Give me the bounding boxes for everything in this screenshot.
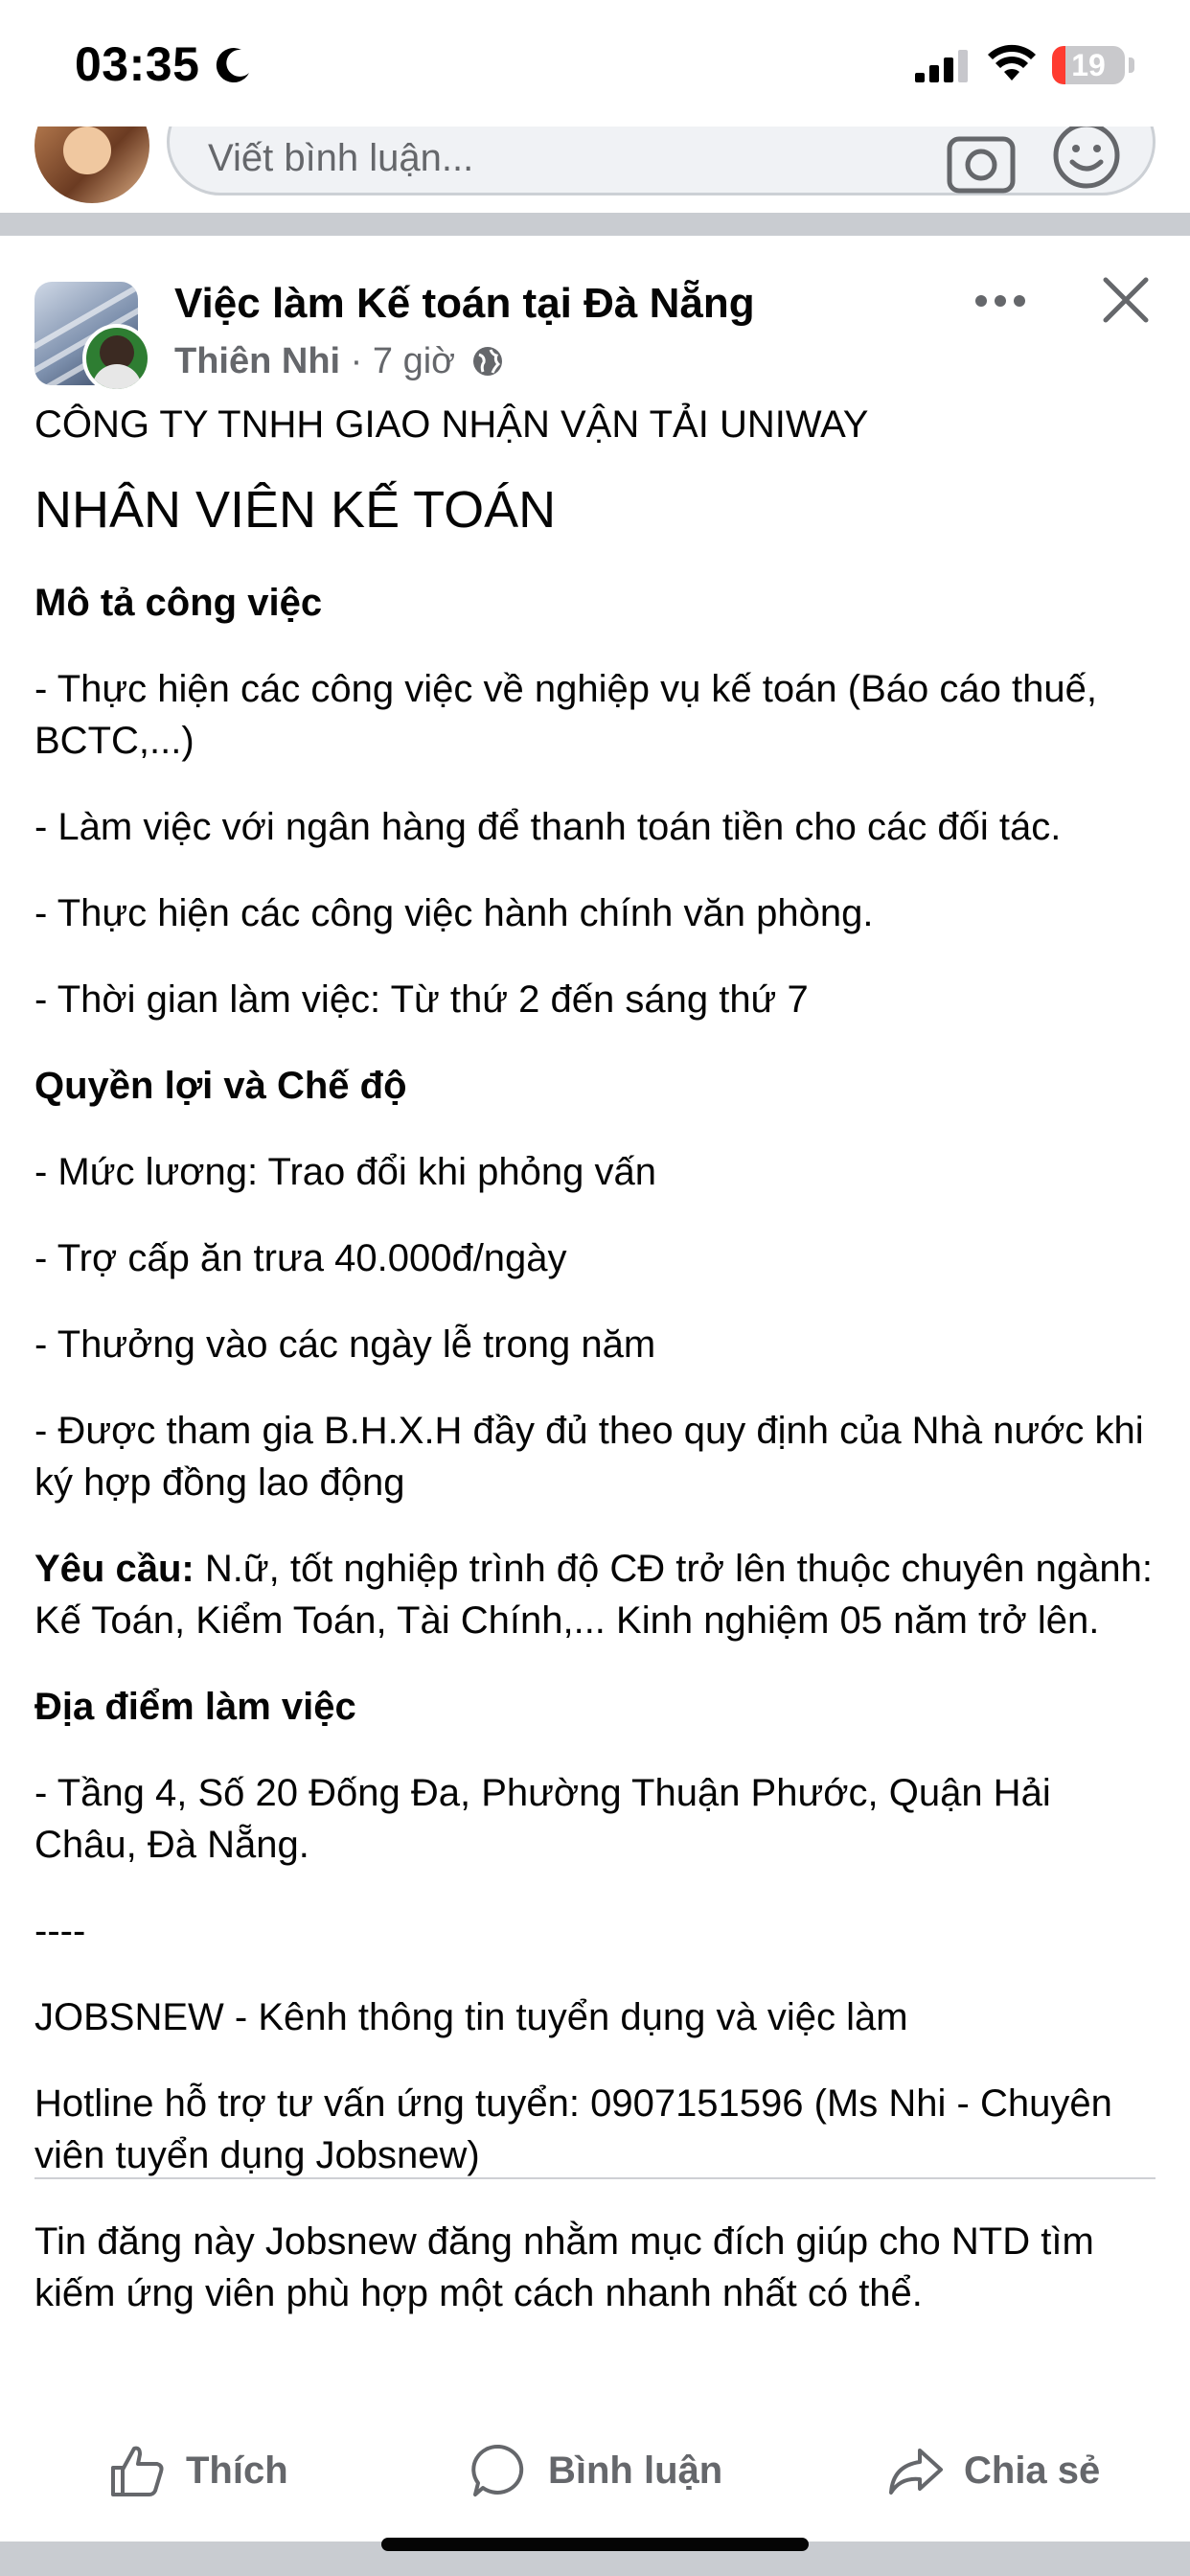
description-item: - Làm việc với ngân hàng để thanh toán tiền cho các đối tác. xyxy=(34,806,1062,848)
post-actions-bar xyxy=(0,2417,1190,2524)
comment-composer xyxy=(0,126,1190,213)
cellular-signal-icon xyxy=(915,50,969,82)
description-item: - Thời gian làm việc: Từ thứ 2 đến sáng thứ 7 xyxy=(34,978,809,1021)
description-item: - Thực hiện các công việc về nghiệp vụ kế toán (Báo cáo thuế, BCTC,...) xyxy=(34,668,1097,762)
section-heading-benefits: Quyền lợi và Chế độ xyxy=(34,1065,407,1107)
share-label: Chia sẻ xyxy=(964,2449,1101,2492)
post-body xyxy=(34,399,1161,2354)
like-button[interactable] xyxy=(107,2417,288,2524)
comment-bubble-icon xyxy=(469,2441,529,2500)
hotline-line: Hotline hỗ trợ tư vấn ứng tuyển: 0907151596 (Ms Nhi - Chuyên viên tuyển dụng Jobsnew) xyxy=(34,2082,1112,2176)
comment-label: Bình luận xyxy=(548,2449,723,2492)
disclaimer-line: Tin đăng này Jobsnew đăng nhằm mục đích giúp cho NTD tìm kiếm ứng viên phù hợp một cách nhanh nhất có thể. xyxy=(34,2220,1094,2314)
battery-indicator xyxy=(1052,46,1125,84)
feed-post xyxy=(0,236,1190,2542)
jobsnew-line: JOBSNEW - Kênh thông tin tuyển dụng và việc làm xyxy=(34,1996,908,2038)
wifi-icon xyxy=(987,44,1037,82)
comment-button[interactable] xyxy=(469,2417,722,2524)
camera-icon[interactable] xyxy=(946,126,1017,196)
benefit-item: - Thưởng vào các ngày lễ trong năm xyxy=(34,1323,656,1366)
comment-placeholder: Viết bình luận... xyxy=(208,137,474,179)
description-item: - Thực hiện các công việc hành chính văn phòng. xyxy=(34,892,874,934)
section-heading-location: Địa điểm làm việc xyxy=(34,1686,356,1728)
close-icon[interactable] xyxy=(1100,274,1152,326)
company-name: CÔNG TY TNHH GIAO NHẬN VẬN TẢI UNIWAY xyxy=(34,403,869,446)
globe-icon xyxy=(471,345,504,378)
home-indicator[interactable] xyxy=(381,2538,809,2551)
share-arrow-icon xyxy=(885,2441,945,2500)
job-title: NHÂN VIÊN KẾ TOÁN xyxy=(34,481,557,539)
post-meta xyxy=(174,341,504,382)
share-button[interactable] xyxy=(885,2417,1100,2524)
comment-input[interactable] xyxy=(167,126,1156,196)
requirements-text: N.ữ, tốt nghiệp trình độ CĐ trở lên thuộc chuyên ngành: Kế Toán, Kiểm Toán, Tài Chính,... Kinh nghiệm 05 năm trở lên. xyxy=(34,1548,1153,1642)
battery-tip xyxy=(1129,58,1134,73)
meta-separator: · xyxy=(350,341,363,381)
thumbs-up-icon xyxy=(107,2441,167,2500)
separator-line: ---- xyxy=(34,1910,86,1952)
location-text: - Tầng 4, Số 20 Đống Đa, Phường Thuận Phước, Quận Hải Châu, Đà Nẵng. xyxy=(34,1772,1051,1866)
status-bar xyxy=(0,0,1190,126)
author-avatar[interactable] xyxy=(82,324,151,393)
current-user-avatar[interactable] xyxy=(34,126,149,203)
actions-divider xyxy=(34,2177,1156,2179)
benefit-item: - Được tham gia B.H.X.H đầy đủ theo quy định của Nhà nước khi ký hợp đồng lao động xyxy=(34,1410,1144,1504)
feed-divider xyxy=(0,213,1190,236)
requirements-label: Yêu cầu: xyxy=(34,1548,195,1590)
moon-icon xyxy=(213,44,255,86)
author-name-link[interactable]: Thiên Nhi xyxy=(174,341,341,381)
benefit-item: - Trợ cấp ăn trưa 40.000đ/ngày xyxy=(34,1237,567,1279)
like-label: Thích xyxy=(186,2449,288,2492)
post-time[interactable]: 7 giờ xyxy=(372,341,456,381)
status-time: 03:35 xyxy=(75,37,200,91)
section-heading-description: Mô tả công việc xyxy=(34,582,323,624)
benefit-item: - Mức lương: Trao đổi khi phỏng vấn xyxy=(34,1151,656,1193)
battery-level: 19 xyxy=(1071,48,1106,82)
group-name-link[interactable]: Việc làm Kế toán tại Đà Nẵng xyxy=(174,280,755,327)
more-options-icon[interactable] xyxy=(973,291,1027,310)
emoji-icon[interactable] xyxy=(1051,126,1122,191)
requirements-paragraph xyxy=(34,1543,1161,1646)
